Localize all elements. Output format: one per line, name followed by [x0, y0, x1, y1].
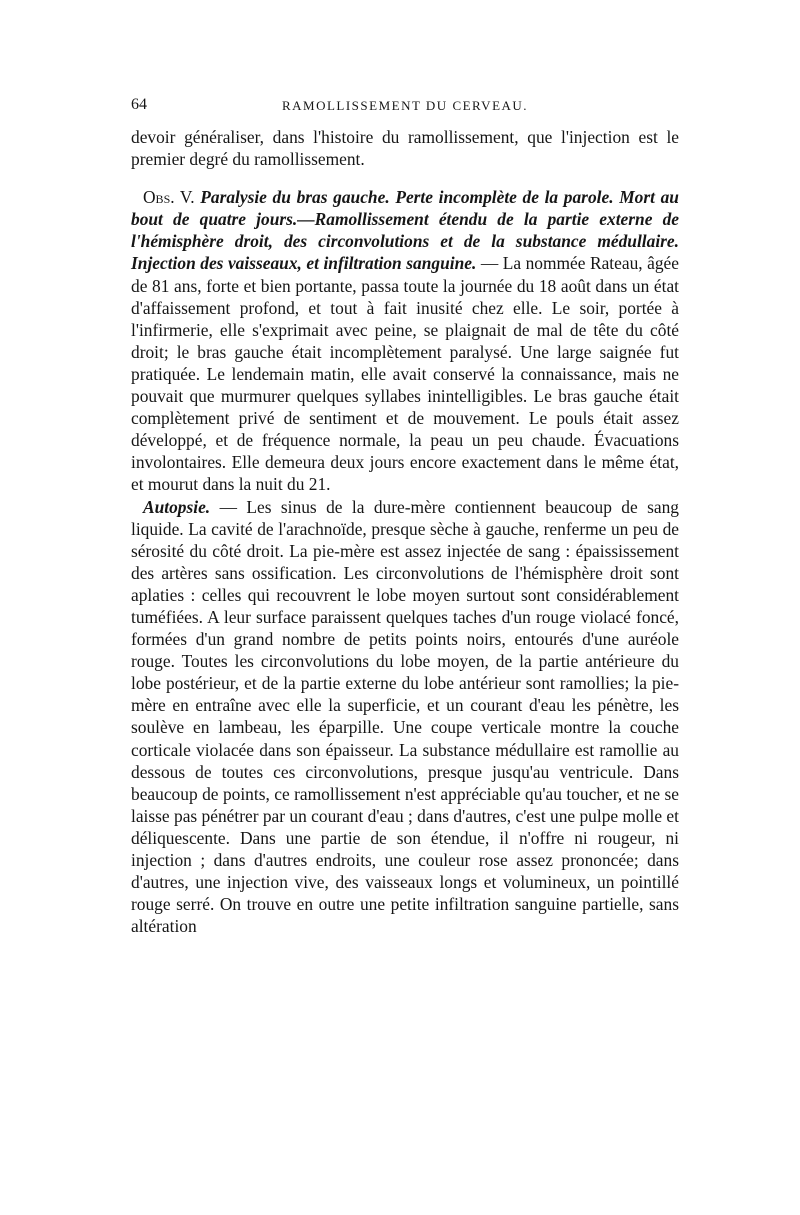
observation-label: Obs. V. — [143, 187, 195, 208]
observation-title: Paralysie du bras gauche. Perte incomplète de la parole. Mort au bout de quatre jours.—Ramollissement étendu de la partie externe de l'hémisphère droit, des circonvolutions et de la substance médullaire. Injection des vaisseaux, et infiltration sanguine. — [131, 187, 679, 274]
observation-body: — La nommée Rateau, âgée de 81 ans, forte et bien portante, passa toute la journée du 18 août dans un état d'affaissement profond, et tout à fait inusité chez elle. Le soir, portée à l'infirmerie, elle s'exprimait avec peine, se plaignait de mal de tête du côté droit; le bras gauche était incomplètement paralysé. Une large saignée fut pratiquée. Le lendemain matin, elle avait conservé la connaissance, mais ne pouvait que murmurer quelques syllabes inintelligibles. Le bras gauche était complètement privé de sentiment et de mouvement. Le pouls était assez développé, et de fréquence normale, la peau un peu chaude. Évacuations involontaires. Elle demeura deux jours encore exactement dans le même état, et mourut dans la nuit du 21. — [131, 253, 679, 495]
autopsie-label: Autopsie. — [143, 496, 211, 517]
autopsie-paragraph — [131, 496, 679, 938]
autopsie-body: — Les sinus de la dure-mère contiennent beaucoup de sang liquide. La cavité de l'arachnoïde, presque sèche à gauche, renferme un peu de sérosité du côté droit. La pie-mère est assez injectée de sang : épaississement des artères sans ossification. Les circonvolutions de l'hémisphère droit sont aplaties : celles qui recouvrent le lobe moyen surtout sont considérablement tuméfiées. A leur surface paraissent quelques taches d'un rouge violacé foncé, formées d'un grand nombre de petits points noirs, entourés d'une auréole rouge. Toutes les circonvolutions du lobe moyen, de la partie antérieure du lobe postérieur, et de la partie externe du lobe antérieur sont ramollies; la pie-mère en entraîne avec elle la superficie, et un courant d'eau les pénètre, les soulève en lambeau, les éparpille. Une coupe verticale montre la couche corticale violacée dans son épaisseur. La substance médullaire est ramollie au dessous de toutes ces circonvolutions, presque jusqu'au ventricule. Dans beaucoup de points, ce ramollissement n'est appréciable qu'au toucher, et ne se laisse pas pénétrer par un courant d'eau ; dans d'autres, c'est une pulpe molle et déliquescente. Dans une partie de son étendue, il n'offre ni rougeur, ni injection ; dans d'autres endroits, une couleur rose assez prononcée; dans d'autres, une injection vive, des vaisseaux longs et volumineux, un pointillé rouge serré. On trouve en outre une petite infiltration sanguine partielle, sans altération — [131, 496, 679, 937]
running-head: RAMOLLISSEMENT DU CERVEAU. — [281, 98, 529, 113]
paragraph-continuation: devoir généraliser, dans l'histoire du ramollissement, que l'injection est le premier degré du ramollissement. — [131, 127, 679, 170]
observation-paragraph — [131, 186, 679, 495]
page-header — [131, 96, 679, 122]
body-text — [131, 126, 679, 937]
page-number: 64 — [131, 96, 147, 113]
book-page — [131, 96, 679, 937]
